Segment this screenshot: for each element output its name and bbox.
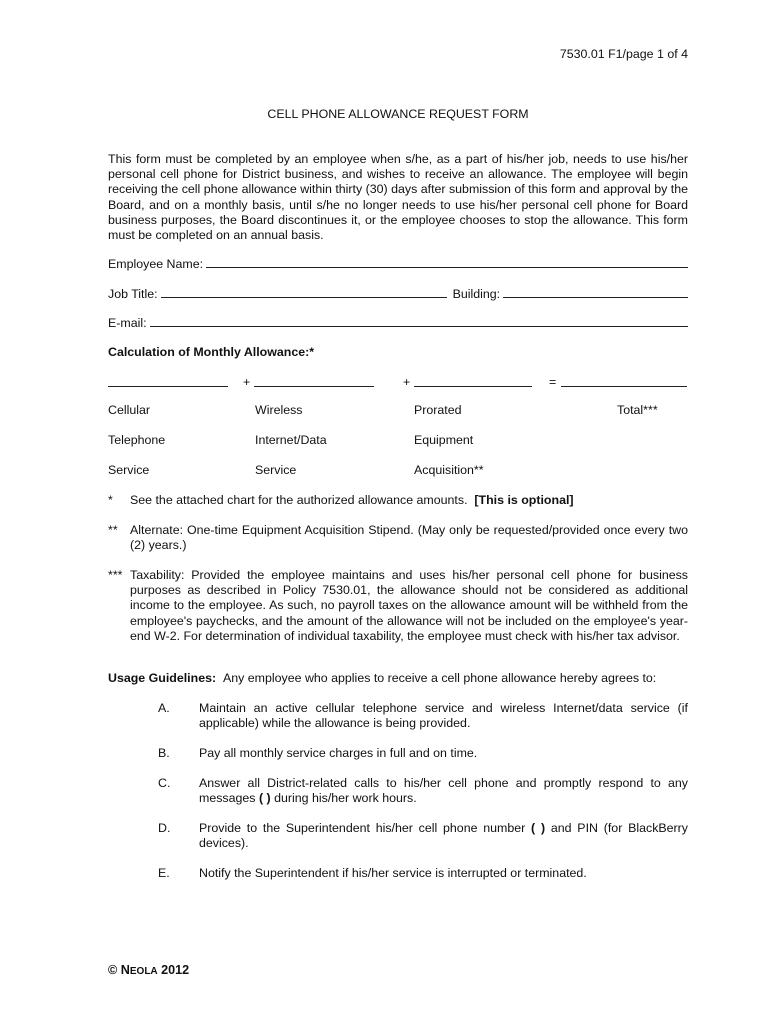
usage-item-d [158,821,688,851]
col1-label-3: Service [108,463,150,477]
item-text-2: and PIN (for BlackBerry devices). [199,821,688,851]
building-line[interactable] [503,286,688,298]
email-field[interactable] [108,315,688,330]
job-title-row [108,286,688,301]
note-bold-text: [This is optional] [474,493,574,507]
item-text-2: during his/her work hours. [274,791,417,806]
note-mark: * [108,493,113,507]
equals-sign: = [549,375,557,389]
col3-label-1: Prorated [414,403,462,417]
total-amount-line[interactable] [561,375,687,387]
note-optional [108,493,688,508]
item-letter: B. [158,746,170,760]
item-paren: ( ) [531,821,546,835]
col3-label-2: Equipment [414,433,474,447]
item-letter: A. [158,701,170,715]
col4-label-1: Total*** [617,403,658,417]
intro-paragraph: This form must be completed by an employee when s/he, as a part of his/her job, needs to use his/her personal cell phone for District business, and wishes to receive an allowance. The employee will begin receiving the cell phone allowance within thirty (30) days after submission of this form and approval by the Board, and on a monthly basis, until s/he no longer needs to use his/her personal cell phone for Board business purposes, the Board discontinues it, or the employee chooses to stop the allowance. This form must be completed on an annual basis. [108,152,688,243]
usage-item-b [158,746,688,761]
usage-item-e [158,866,688,881]
item-text: Provide to the Superintendent his/her cell phone number [199,821,526,835]
col2-label-3: Service [255,463,297,477]
email-label: E-mail: [108,316,147,330]
note-text: See the attached chart for the authorized allowance amounts. [130,493,468,507]
job-title-line[interactable] [161,286,447,298]
form-title: CELL PHONE ALLOWANCE REQUEST FORM [267,107,529,121]
item-text: Answer all District-related calls to his/her cell phone and promptly respond to any messages [199,776,688,806]
copyright-mark: © N [108,963,130,977]
note-taxability [108,568,688,644]
cellular-amount-line[interactable] [108,375,228,387]
building-label: Building: [452,287,501,301]
copyright-year: 2012 [161,963,190,977]
note-alternate [108,523,688,553]
usage-intro: Any employee who applies to receive a cell phone allowance hereby agrees to: [223,671,657,685]
plus-sign-2: + [403,375,411,389]
employee-name-field[interactable] [108,256,688,271]
calculation-heading: Calculation of Monthly Allowance:* [108,345,315,359]
equipment-amount-line[interactable] [414,375,532,387]
page-number: 7530.01 F1/page 1 of 4 [559,47,688,61]
wireless-amount-line[interactable] [254,375,374,387]
item-paren: ( ) [258,791,271,806]
copyright-footer [108,963,189,977]
item-letter: D. [158,821,171,835]
col2-label-1: Wireless [255,403,303,417]
employee-name-line[interactable] [206,256,688,268]
col2-label-2: Internet/Data [255,433,327,447]
note-mark: ** [108,523,118,537]
employee-name-label: Employee Name: [108,257,204,271]
item-letter: C. [158,776,171,790]
note-text: Taxability: Provided the employee maintains and uses his/her personal cell phone for business purposes as described in Policy 7530.01, the allowance should not be considered as additional income to the employee. As such, no payroll taxes on the allowance amount will be withheld from the employee's paychecks, and the amount of the allowance will not be included on the employee's year-end W-2. For determination of individual taxability, the employee must check with his/her tax advisor. [130,568,688,643]
item-text: Pay all monthly service charges in full and on time. [199,746,478,760]
plus-sign-1: + [243,375,251,389]
usage-item-a [158,701,688,731]
col1-label-1: Cellular [108,403,151,417]
usage-guidelines [108,671,688,685]
email-line[interactable] [150,315,688,327]
col3-label-3: Acquisition** [414,463,484,477]
item-text: Notify the Superintendent if his/her service is interrupted or terminated. [199,866,587,880]
item-text: Maintain an active cellular telephone service and wireless Internet/data service (if applicable) while the allowance is being provided. [199,701,688,731]
col1-label-2: Telephone [108,433,166,447]
usage-item-c [158,776,688,806]
usage-heading: Usage Guidelines: [108,671,217,685]
copyright-brand: EOLA [129,966,158,977]
item-letter: E. [158,866,170,880]
note-mark: *** [108,568,123,582]
note-text: Alternate: One-time Equipment Acquisition Stipend. (May only be requested/provided once every two (2) years.) [130,523,688,553]
job-title-label: Job Title: [108,287,158,301]
